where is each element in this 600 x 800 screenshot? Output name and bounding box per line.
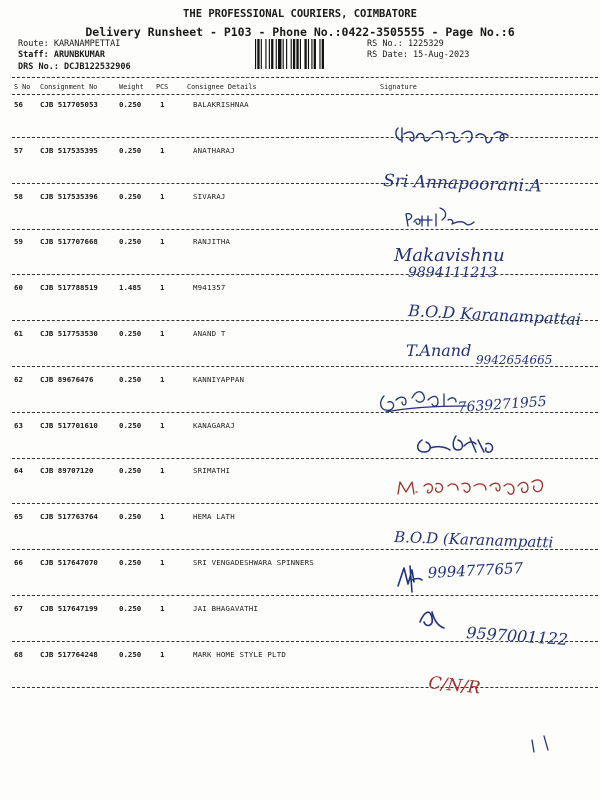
barcode-bar xyxy=(261,39,262,69)
col-pcs-header: PCS xyxy=(156,83,169,91)
cell-weight: 0.250 xyxy=(119,329,142,338)
cell-pcs: 1 xyxy=(160,191,165,201)
col-consignee-header: Consignee Details xyxy=(187,83,257,91)
cell-consignee: KANAGARAJ xyxy=(193,420,235,430)
row-divider xyxy=(12,320,598,321)
cell-sno: 67 xyxy=(14,603,23,613)
barcode-bar xyxy=(293,39,295,69)
row-divider xyxy=(12,274,598,275)
table-row xyxy=(0,283,600,329)
cell-pcs: 1 xyxy=(160,329,165,338)
table-row xyxy=(0,375,600,421)
table-top-rule xyxy=(12,77,598,78)
signature-row-57-text: Sri Annapoorani.A xyxy=(382,171,543,197)
cell-weight: 0.250 xyxy=(119,512,142,522)
cell-pcs: 1 xyxy=(160,283,165,293)
barcode-bar xyxy=(257,39,259,69)
row-divider xyxy=(12,641,598,642)
cell-consignment: CJB 517647199 xyxy=(40,603,98,613)
col-consignment-header: Consignment No xyxy=(40,83,98,91)
cell-pcs: 1 xyxy=(160,237,165,247)
staff-label: Staff: ARUNBKUMAR xyxy=(18,50,105,60)
company-title: THE PROFESSIONAL COURIERS, COIMBATORE xyxy=(183,8,417,20)
barcode-bar xyxy=(283,39,284,69)
drs-number: DRS No.: DCJB122532906 xyxy=(18,62,131,72)
table-row xyxy=(0,512,600,558)
signature-row-61-phone: 9942654665 xyxy=(476,353,553,367)
cell-weight: 0.250 xyxy=(119,145,142,155)
barcode-bar xyxy=(322,39,324,69)
barcode-bar xyxy=(265,39,266,69)
signature-row-68-text: C/N/R xyxy=(427,673,482,699)
barcode-bar xyxy=(304,39,306,69)
cell-consignment: CJB 517647070 xyxy=(40,558,98,567)
cell-consignee: JAI BHAGAVATHI xyxy=(193,603,259,613)
table-row xyxy=(0,192,600,238)
cell-pcs: 1 xyxy=(160,649,165,659)
barcode-bar xyxy=(300,39,301,69)
table-row xyxy=(0,146,600,192)
cell-consignment: CJB 89676476 xyxy=(40,374,94,384)
table-row xyxy=(0,466,600,512)
barcode-bar xyxy=(314,39,316,69)
stray-ink-marks xyxy=(532,736,548,752)
table-row xyxy=(0,237,600,283)
cell-weight: 1.485 xyxy=(119,283,142,293)
cell-weight: 0.250 xyxy=(119,420,142,430)
cell-consignment: CJB 517764248 xyxy=(40,649,98,659)
cell-consignment: CJB 517707668 xyxy=(40,237,98,247)
row-divider xyxy=(12,137,598,138)
cell-consignment: CJB 517763764 xyxy=(40,512,98,522)
cell-sno: 60 xyxy=(14,283,23,293)
table-row xyxy=(0,329,600,375)
barcode-bar xyxy=(291,39,292,69)
table-row xyxy=(0,604,600,650)
row-divider xyxy=(12,229,598,230)
barcode-bar xyxy=(308,39,309,69)
cell-consignment: CJB 89707120 xyxy=(40,466,94,476)
table-row xyxy=(0,649,600,699)
cell-weight: 0.250 xyxy=(119,374,142,384)
signature-row-62-phone: 7639271955 xyxy=(457,393,548,416)
cell-pcs: 1 xyxy=(160,100,165,109)
cell-pcs: 1 xyxy=(160,374,165,384)
row-divider xyxy=(12,549,598,550)
barcode-bar xyxy=(296,39,298,69)
cell-sno: 63 xyxy=(14,420,23,430)
signature-row-67-phone: 9597001122 xyxy=(465,623,569,650)
row-divider xyxy=(12,366,598,367)
table-row xyxy=(0,558,600,604)
cell-consignment: CJB 517788519 xyxy=(40,283,98,293)
cell-consignment: CJB 517535396 xyxy=(40,191,98,201)
cell-pcs: 1 xyxy=(160,558,165,567)
cell-weight: 0.250 xyxy=(119,191,142,201)
cell-consignee: MARK HOME STYLE PLTD xyxy=(193,649,286,659)
cell-consignee: KANNIYAPPAN xyxy=(193,374,245,384)
barcode-bar xyxy=(269,39,270,69)
signature-row-66-phone: 9994777657 xyxy=(427,559,524,582)
cell-sno: 66 xyxy=(14,558,23,567)
row-divider xyxy=(12,458,598,459)
cell-sno: 68 xyxy=(14,649,23,659)
cell-consignee: RANJITHA xyxy=(193,237,231,247)
cell-consignee: HEMA LATH xyxy=(193,512,235,522)
cell-weight: 0.250 xyxy=(119,466,142,476)
cell-consignment: CJB 517535395 xyxy=(40,145,98,155)
table-row xyxy=(0,421,600,467)
cell-sno: 65 xyxy=(14,512,23,522)
row-divider xyxy=(12,687,598,688)
signature-row-60-text: B.O.D Karanampattai xyxy=(407,301,582,330)
route-label: Route: KARANAMPETTAI xyxy=(18,39,121,49)
signature-row-65-text: B.O.D (Karanampatti xyxy=(393,528,554,552)
table-header-rule xyxy=(12,94,598,95)
runsheet-subtitle: Delivery Runsheet - P103 - Phone No.:0422-3505555 - Page No.:6 xyxy=(85,25,515,39)
barcode-bar xyxy=(255,39,256,69)
cell-consignee: ANATHARAJ xyxy=(193,145,235,155)
barcode-bar xyxy=(286,39,287,69)
cell-sno: 58 xyxy=(14,191,23,201)
barcode-image xyxy=(255,39,359,69)
signature-row-59-name: Makavishnu xyxy=(394,245,505,266)
rs-date: RS Date: 15-Aug-2023 xyxy=(367,50,470,60)
cell-weight: 0.250 xyxy=(119,603,142,613)
barcode-bar xyxy=(276,39,277,69)
cell-pcs: 1 xyxy=(160,512,165,522)
cell-sno: 61 xyxy=(14,329,23,338)
cell-consignee: SIVARAJ xyxy=(193,191,226,201)
barcode-bar xyxy=(319,39,320,69)
cell-pcs: 1 xyxy=(160,466,165,476)
table-row xyxy=(0,100,600,146)
cell-consignment: CJB 517701610 xyxy=(40,420,98,430)
cell-weight: 0.250 xyxy=(119,558,142,567)
cell-pcs: 1 xyxy=(160,420,165,430)
cell-pcs: 1 xyxy=(160,145,165,155)
signature-row-61-name: T.Anand xyxy=(406,341,472,360)
cell-weight: 0.250 xyxy=(119,649,142,659)
cell-consignee: BALAKRISHNAA xyxy=(193,100,249,109)
cell-weight: 0.250 xyxy=(119,237,142,247)
row-divider xyxy=(12,595,598,596)
cell-consignee: SRIMATHI xyxy=(193,466,231,476)
cell-consignment: CJB 517753530 xyxy=(40,329,98,338)
cell-consignee: M941357 xyxy=(193,283,226,293)
row-divider xyxy=(12,412,598,413)
cell-pcs: 1 xyxy=(160,603,165,613)
col-weight-header: Weight xyxy=(119,83,144,91)
barcode-bar xyxy=(278,39,281,69)
rs-number: RS No.: 1225329 xyxy=(367,39,444,49)
barcode-bar xyxy=(271,39,273,69)
col-sno-header: S No xyxy=(14,83,31,91)
barcode-bar xyxy=(311,39,312,69)
cell-weight: 0.250 xyxy=(119,100,142,109)
row-divider xyxy=(12,183,598,184)
cell-sno: 64 xyxy=(14,466,23,476)
cell-sno: 57 xyxy=(14,145,23,155)
cell-sno: 59 xyxy=(14,237,23,247)
cell-consignee: ANAND T xyxy=(193,329,226,338)
cell-consignee: SRI VENGADESHWARA SPINNERS xyxy=(193,558,314,567)
row-divider xyxy=(12,503,598,504)
cell-sno: 62 xyxy=(14,374,23,384)
cell-sno: 56 xyxy=(14,100,23,109)
col-signature-header: Signature xyxy=(380,83,417,91)
signature-row-59-phone: 9894111213 xyxy=(408,265,498,281)
cell-consignment: CJB 517705053 xyxy=(40,100,98,109)
